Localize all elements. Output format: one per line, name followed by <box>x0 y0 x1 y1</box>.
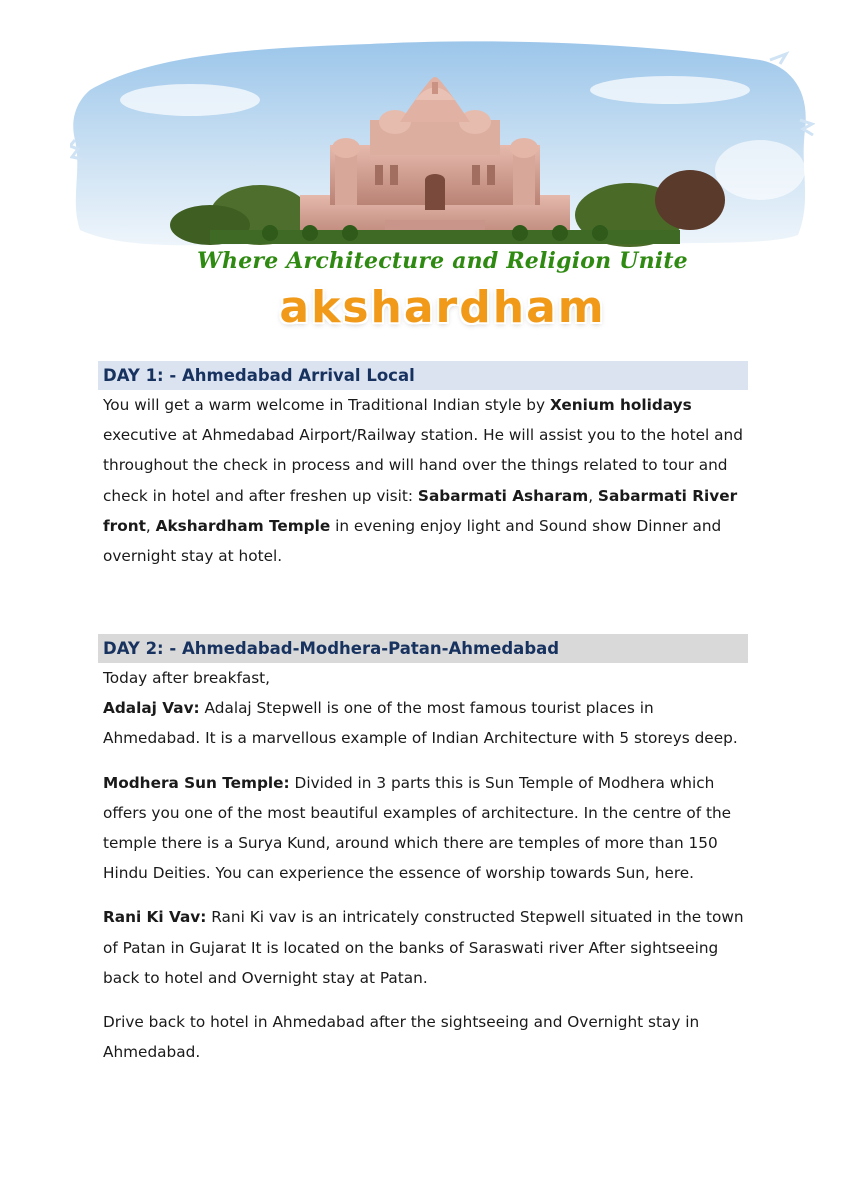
banner-brand-title: akshardham <box>279 282 606 333</box>
day2-modhera-label: Modhera Sun Temple: <box>103 773 290 792</box>
day1-heading: DAY 1: - Ahmedabad Arrival Local <box>98 361 748 390</box>
day1-description <box>98 390 748 571</box>
day1-bold-xenium: Xenium holidays <box>549 396 692 414</box>
day2-rani-paragraph <box>103 902 748 993</box>
day1-text-3: , <box>588 486 598 505</box>
day1-bold-sabarmati-asharam: Sabarmati Asharam <box>417 486 589 505</box>
day2-intro: Today after breakfast, <box>103 669 271 687</box>
header-banner <box>70 30 815 335</box>
day2-adalaj-label: Adalaj Vav: <box>103 699 200 718</box>
day1-text-1: You will get a warm welcome in Traditional Indian style by <box>103 396 550 414</box>
day1-text-5: in evening enjoy light and Sound show Dinner and overnight stay at hotel. <box>103 516 722 566</box>
day2-modhera-text: Divided in 3 parts this is Sun Temple of Modhera which offers you one of the most beautiful examples of architecture. In the centre of the temple there is a Surya Kund, around which there are temples of more than 150 Hindu Deities. You can experience the essence of worship towards Sun, here. <box>103 773 732 883</box>
day1-text-4: , <box>145 516 156 535</box>
day1-section <box>98 361 748 571</box>
day2-adalaj-paragraph <box>103 693 748 753</box>
day2-rani-text: Rani Ki vav is an intricately constructed Stepwell situated in the town of Patan in Gujarat It is located on the banks of Saraswati river After sightseeing back to hotel and Overnight stay at Patan. <box>103 908 744 987</box>
day1-bold-akshardham: Akshardham Temple <box>155 516 331 535</box>
day2-adalaj-text: Adalaj Stepwell is one of the most famous tourist places in Ahmedabad. It is a marvellous example of Indian Architecture with 5 storeys deep. <box>103 699 738 748</box>
banner-tagline: Where Architecture and Religion Unite <box>197 248 688 274</box>
day2-section <box>98 634 748 1067</box>
day1-text-2: executive at Ahmedabad Airport/Railway station. He will assist you to the hotel and throughout the check in process and will hand over the things related to tour and check in hotel and after freshen up visit: <box>103 426 743 505</box>
day2-modhera-paragraph <box>103 768 748 889</box>
day2-description <box>98 663 748 1067</box>
day2-rani-label: Rani Ki Vav: <box>103 908 207 927</box>
day2-heading: DAY 2: - Ahmedabad-Modhera-Patan-Ahmedabad <box>98 634 748 663</box>
day2-closing: Drive back to hotel in Ahmedabad after the sightseeing and Overnight stay in Ahmedabad. <box>103 1013 700 1062</box>
day1-bold-river-front: Sabarmati River front <box>103 486 738 535</box>
